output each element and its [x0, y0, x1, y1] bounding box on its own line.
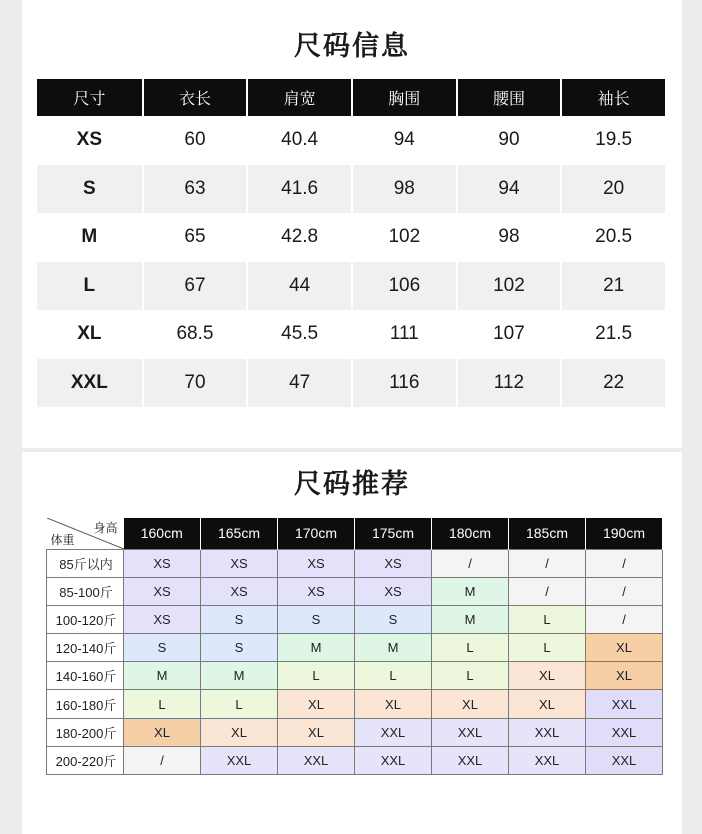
- recommended-size-cell: XXL: [586, 718, 663, 746]
- measurement-cell: 65: [142, 213, 247, 262]
- recommended-size-cell: /: [586, 605, 663, 633]
- recommended-size-cell: S: [201, 634, 278, 662]
- recommended-size-cell: XS: [201, 549, 278, 577]
- recommended-size-cell: S: [201, 605, 278, 633]
- size-info-row: [37, 310, 665, 359]
- recommended-size-cell: /: [509, 577, 586, 605]
- recommended-size-cell: L: [201, 690, 278, 718]
- header-chest: 胸围: [351, 79, 456, 116]
- height-header-cell: 190cm: [586, 518, 663, 549]
- measurement-cell: 102: [351, 213, 456, 262]
- weight-label-cell: 200-220斤: [47, 746, 124, 774]
- weight-label-cell: 85-100斤: [47, 577, 124, 605]
- measurement-cell: 42.8: [246, 213, 351, 262]
- recommended-size-cell: L: [509, 605, 586, 633]
- recommended-size-cell: XS: [355, 577, 432, 605]
- size-info-table: [37, 79, 665, 407]
- recommended-size-cell: L: [432, 634, 509, 662]
- measurement-cell: 112: [456, 359, 561, 408]
- height-header-cell: 185cm: [509, 518, 586, 549]
- recommended-size-cell: XL: [509, 662, 586, 690]
- recommended-size-cell: L: [278, 662, 355, 690]
- size-label-cell: XS: [37, 116, 142, 165]
- weight-label-cell: 120-140斤: [47, 634, 124, 662]
- size-info-row: [37, 116, 665, 165]
- recommended-size-cell: /: [124, 746, 201, 774]
- measurement-cell: 67: [142, 262, 247, 311]
- measurement-cell: 63: [142, 165, 247, 214]
- corner-cell: [47, 518, 124, 549]
- weight-label-cell: 85斤以内: [47, 549, 124, 577]
- measurement-cell: 22: [560, 359, 665, 408]
- size-info-row: [37, 213, 665, 262]
- measurement-cell: 107: [456, 310, 561, 359]
- recommend-row: [47, 605, 663, 633]
- measurement-cell: 98: [351, 165, 456, 214]
- size-info-row: [37, 359, 665, 408]
- measurement-cell: 102: [456, 262, 561, 311]
- recommended-size-cell: M: [432, 577, 509, 605]
- recommended-size-cell: M: [432, 605, 509, 633]
- header-shoulder: 肩宽: [246, 79, 351, 116]
- size-info-header-row: [37, 79, 665, 116]
- recommended-size-cell: XXL: [201, 746, 278, 774]
- corner-height-label: 身高: [93, 521, 118, 535]
- recommended-size-cell: /: [586, 577, 663, 605]
- recommended-size-cell: XXL: [278, 746, 355, 774]
- recommended-size-cell: XL: [509, 690, 586, 718]
- measurement-cell: 94: [456, 165, 561, 214]
- recommended-size-cell: XXL: [586, 690, 663, 718]
- recommended-size-cell: M: [355, 634, 432, 662]
- height-header-cell: 165cm: [201, 518, 278, 549]
- measurement-cell: 20: [560, 165, 665, 214]
- size-label-cell: M: [37, 213, 142, 262]
- recommended-size-cell: XS: [124, 549, 201, 577]
- recommended-size-cell: XXL: [355, 718, 432, 746]
- recommended-size-cell: S: [278, 605, 355, 633]
- size-recommend-table: [46, 518, 663, 775]
- recommended-size-cell: XXL: [509, 746, 586, 774]
- measurement-cell: 94: [351, 116, 456, 165]
- recommended-size-cell: XL: [278, 718, 355, 746]
- recommended-size-cell: /: [586, 549, 663, 577]
- measurement-cell: 21: [560, 262, 665, 311]
- size-info-row: [37, 165, 665, 214]
- size-label-cell: S: [37, 165, 142, 214]
- recommended-size-cell: XXL: [586, 746, 663, 774]
- recommended-size-cell: XXL: [432, 746, 509, 774]
- measurement-cell: 41.6: [246, 165, 351, 214]
- recommended-size-cell: S: [355, 605, 432, 633]
- measurement-cell: 90: [456, 116, 561, 165]
- height-header-cell: 175cm: [355, 518, 432, 549]
- recommended-size-cell: XL: [201, 718, 278, 746]
- recommend-row: [47, 634, 663, 662]
- size-info-row: [37, 262, 665, 311]
- recommended-size-cell: XS: [278, 549, 355, 577]
- header-sleeve: 袖长: [560, 79, 665, 116]
- recommended-size-cell: XS: [124, 577, 201, 605]
- recommended-size-cell: XS: [278, 577, 355, 605]
- recommend-row: [47, 746, 663, 774]
- recommended-size-cell: XL: [586, 662, 663, 690]
- size-label-cell: XL: [37, 310, 142, 359]
- recommend-header-row: [47, 518, 663, 549]
- measurement-cell: 40.4: [246, 116, 351, 165]
- measurement-cell: 116: [351, 359, 456, 408]
- recommended-size-cell: XL: [432, 690, 509, 718]
- recommended-size-cell: M: [124, 662, 201, 690]
- corner-weight-label: 体重: [50, 532, 75, 547]
- measurement-cell: 21.5: [560, 310, 665, 359]
- size-info-card: [22, 0, 682, 448]
- measurement-cell: 60: [142, 116, 247, 165]
- recommend-row: [47, 549, 663, 577]
- weight-label-cell: 160-180斤: [47, 690, 124, 718]
- header-waist: 腰围: [456, 79, 561, 116]
- measurement-cell: 45.5: [246, 310, 351, 359]
- recommended-size-cell: /: [432, 549, 509, 577]
- weight-label-cell: 100-120斤: [47, 605, 124, 633]
- measurement-cell: 98: [456, 213, 561, 262]
- measurement-cell: 20.5: [560, 213, 665, 262]
- size-info-title: 尺码信息: [294, 31, 410, 62]
- recommended-size-cell: L: [509, 634, 586, 662]
- recommend-row: [47, 662, 663, 690]
- recommended-size-cell: M: [201, 662, 278, 690]
- height-header-cell: 170cm: [278, 518, 355, 549]
- measurement-cell: 111: [351, 310, 456, 359]
- recommended-size-cell: M: [278, 634, 355, 662]
- recommended-size-cell: S: [124, 634, 201, 662]
- recommended-size-cell: XXL: [432, 718, 509, 746]
- measurement-cell: 44: [246, 262, 351, 311]
- measurement-cell: 106: [351, 262, 456, 311]
- weight-label-cell: 140-160斤: [47, 662, 124, 690]
- measurement-cell: 70: [142, 359, 247, 408]
- height-header-cell: 180cm: [432, 518, 509, 549]
- weight-label-cell: 180-200斤: [47, 718, 124, 746]
- recommended-size-cell: XS: [355, 549, 432, 577]
- size-recommend-card: [22, 452, 682, 834]
- size-label-cell: XXL: [37, 359, 142, 408]
- recommended-size-cell: XL: [278, 690, 355, 718]
- height-header-cell: 160cm: [124, 518, 201, 549]
- recommend-row: [47, 690, 663, 718]
- header-size: 尺寸: [37, 79, 142, 116]
- measurement-cell: 68.5: [142, 310, 247, 359]
- recommend-row: [47, 577, 663, 605]
- recommended-size-cell: XXL: [355, 746, 432, 774]
- header-length: 衣长: [142, 79, 247, 116]
- measurement-cell: 47: [246, 359, 351, 408]
- size-label-cell: L: [37, 262, 142, 311]
- recommend-row: [47, 718, 663, 746]
- recommended-size-cell: XXL: [509, 718, 586, 746]
- recommended-size-cell: L: [124, 690, 201, 718]
- recommended-size-cell: /: [509, 549, 586, 577]
- recommended-size-cell: XS: [201, 577, 278, 605]
- measurement-cell: 19.5: [560, 116, 665, 165]
- size-recommend-title: 尺码推荐: [294, 469, 410, 500]
- recommended-size-cell: XL: [124, 718, 201, 746]
- recommended-size-cell: XS: [124, 605, 201, 633]
- recommended-size-cell: XL: [586, 634, 663, 662]
- recommended-size-cell: XL: [355, 690, 432, 718]
- recommended-size-cell: L: [432, 662, 509, 690]
- recommended-size-cell: L: [355, 662, 432, 690]
